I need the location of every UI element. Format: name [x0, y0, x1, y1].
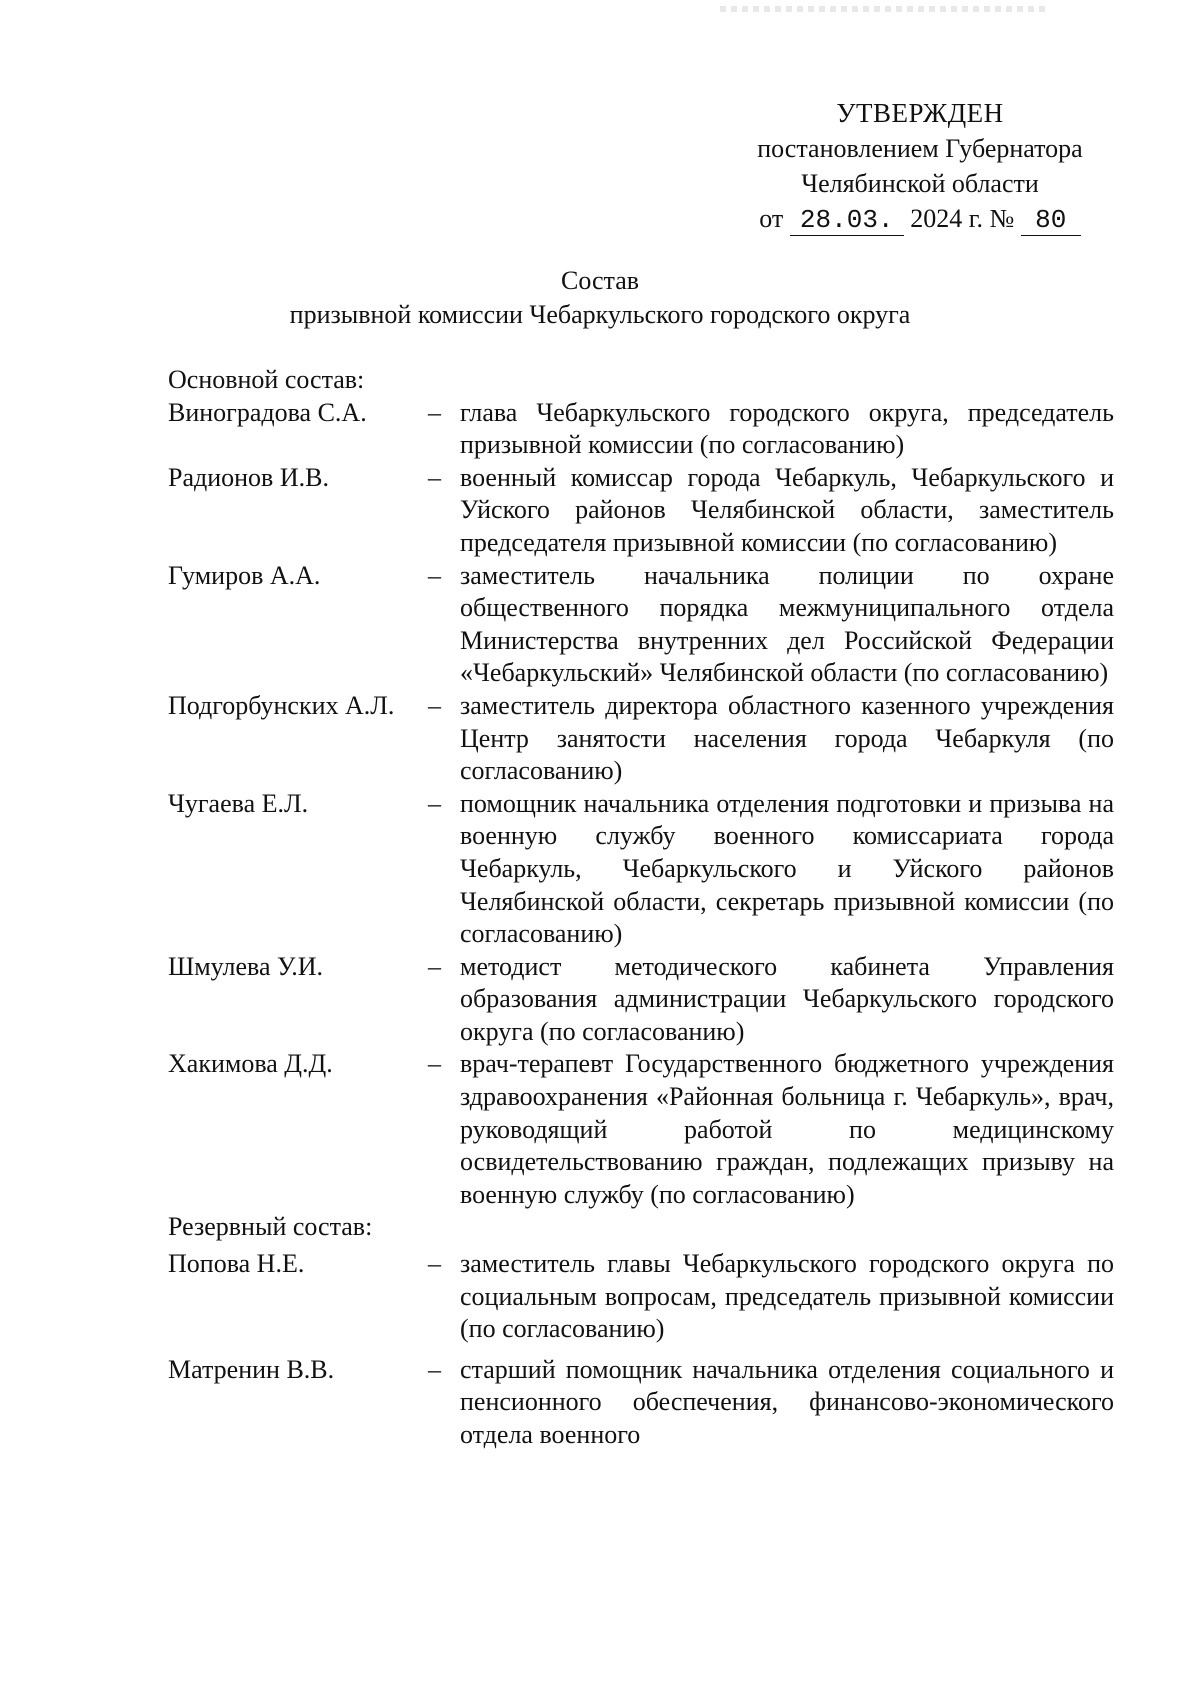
member-role: военный комиссар города Чебаркуль, Чебаркульского и Уйского районов Челябинской области, заместитель председателя призывной комиссии (по согласованию)	[460, 462, 1114, 557]
member-row	[168, 397, 1114, 462]
member-name: Попова Н.Е.	[168, 1249, 305, 1279]
approval-line-2: Челябинской области	[801, 169, 1039, 198]
approval-stamp	[740, 96, 1100, 236]
approval-date: 28.03.	[790, 205, 904, 236]
reserve-section-heading: Резервный состав:	[168, 1212, 373, 1242]
member-role: заместитель директора областного казенного учреждения Центр занятости населения города Чебаркуля (по согласованию)	[460, 690, 1114, 786]
member-role: методист методического кабинета Управления образования администрации Чебаркульского городского округа (по согласованию)	[460, 951, 1114, 1046]
dash-separator: –	[428, 951, 441, 981]
approval-year: 2024 г. №	[910, 204, 1015, 233]
dash-separator: –	[428, 1354, 441, 1384]
member-role: заместитель начальника полиции по охране общественного порядка межмуниципального отдела Министерства внутренних дел Российской Федерации «Чебаркульский» Челябинской области (по согласованию)	[460, 560, 1114, 688]
member-row	[168, 462, 1114, 560]
member-row	[168, 560, 1114, 690]
member-row	[168, 690, 1114, 788]
dash-separator: –	[428, 1049, 441, 1079]
dash-separator: –	[428, 1249, 441, 1279]
member-role: глава Чебаркульского городского округа, председатель призывной комиссии (по согласованию)	[460, 397, 1114, 460]
member-row	[168, 951, 1114, 1049]
member-role: старший помощник начальника отделения социального и пенсионного обеспечения, финансово-экономического отдела военного	[460, 1354, 1114, 1449]
approval-line-1: постановлением Губернатора	[757, 134, 1083, 163]
member-name: Подгорбунских А.Л.	[168, 690, 395, 720]
member-role: помощник начальника отделения подготовки и призыва на военную службу военного комиссариата города Чебаркуль, Чебаркульского и Уйского районов Челябинской области, секретарь призывной комиссии (по согласованию)	[460, 788, 1114, 949]
member-name: Шмулева У.И.	[168, 951, 323, 981]
document-title-block	[0, 264, 1200, 332]
document-title: Состав	[560, 266, 640, 295]
member-row	[168, 1354, 1114, 1452]
scan-artifact	[720, 6, 1050, 12]
main-section-heading: Основной состав:	[168, 365, 365, 394]
dash-separator: –	[428, 560, 441, 590]
dash-separator: –	[428, 690, 441, 720]
approval-title: УТВЕРЖДЕН	[836, 98, 1004, 128]
member-name: Радионов И.В.	[168, 462, 329, 492]
member-name: Гумиров А.А.	[168, 560, 321, 590]
member-row	[168, 1048, 1114, 1211]
member-role: врач-терапевт Государственного бюджетного учреждения здравоохранения «Районная больница г. Чебаркуль», врач, руководящий работой по медицинскому освидетельствованию граждан, подлежащих призыву на военную службу (по согласованию)	[460, 1049, 1114, 1209]
approval-number: 80	[1021, 205, 1081, 236]
dash-separator: –	[428, 462, 441, 492]
member-name: Виноградова С.А.	[168, 397, 367, 427]
document-subtitle: призывной комиссии Чебаркульского городского округа	[289, 300, 911, 329]
member-name: Матренин В.В.	[168, 1354, 335, 1384]
member-row	[168, 788, 1114, 951]
commission-list	[168, 364, 1114, 1452]
approval-prefix: от	[759, 204, 784, 233]
member-name: Чугаева Е.Л.	[168, 788, 309, 818]
dash-separator: –	[428, 788, 441, 818]
member-name: Хакимова Д.Д.	[168, 1049, 333, 1079]
dash-separator: –	[428, 397, 441, 427]
approval-date-line	[740, 201, 1100, 236]
member-row	[168, 1248, 1114, 1346]
member-role: заместитель главы Чебаркульского городского округа по социальным вопросам, председатель призывной комиссии (по согласованию)	[460, 1249, 1114, 1344]
